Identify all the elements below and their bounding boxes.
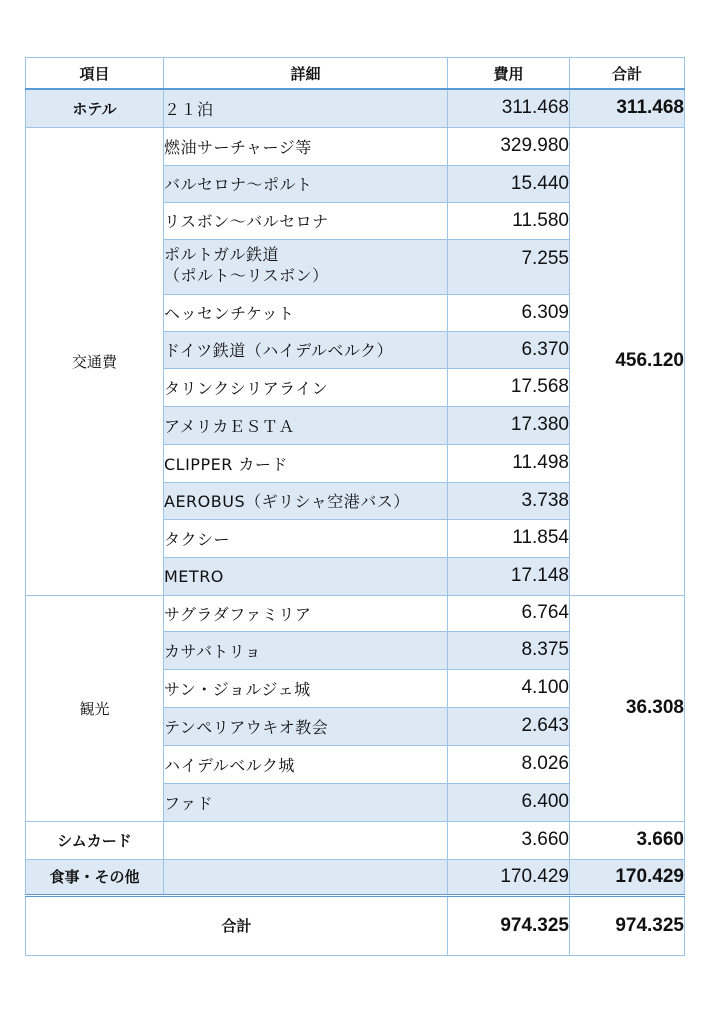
food-total: 170.429: [570, 859, 685, 895]
transport-detail: アメリカＥＳＴＡ: [164, 406, 448, 444]
header-item: 項目: [26, 58, 164, 90]
grand-total-row: [26, 895, 685, 955]
grand-total-cost: 974.325: [448, 895, 570, 955]
transport-detail: バルセロナ～ポルト: [164, 165, 448, 202]
sim-row: [26, 821, 685, 859]
transport-cost: 15.440: [448, 165, 570, 202]
sim-total: 3.660: [570, 821, 685, 859]
sightseeing-cost: 8.026: [448, 745, 570, 783]
transport-detail: ドイツ鉄道（ハイデルベルク）: [164, 331, 448, 368]
sightseeing-cost: 2.643: [448, 707, 570, 745]
transport-detail: [164, 239, 448, 294]
transport-detail: CLIPPER カード: [164, 444, 448, 482]
transport-detail: リスボン～バルセロナ: [164, 202, 448, 239]
sim-detail: [164, 821, 448, 859]
header-detail: 詳細: [164, 58, 448, 90]
transport-detail-line2: （ポルト～リスボン）: [164, 265, 329, 285]
sightseeing-cost: 6.400: [448, 783, 570, 821]
transport-detail: 燃油サーチャージ等: [164, 127, 448, 165]
hotel-row: [26, 89, 685, 127]
sightseeing-cost: 6.764: [448, 595, 570, 631]
transport-cost: 17.568: [448, 368, 570, 406]
transport-detail: タリンクシリアライン: [164, 368, 448, 406]
sim-category: シムカード: [26, 821, 164, 859]
food-category: 食事・その他: [26, 859, 164, 895]
sightseeing-detail: ファド: [164, 783, 448, 821]
transport-cost: 11.498: [448, 444, 570, 482]
food-row: [26, 859, 685, 895]
expense-table: [25, 57, 685, 956]
transport-cost: 6.309: [448, 294, 570, 331]
header-cost: 費用: [448, 58, 570, 90]
transport-detail: METRO: [164, 557, 448, 595]
sightseeing-detail: サン・ジョルジェ城: [164, 669, 448, 707]
food-detail: [164, 859, 448, 895]
transport-category: 交通費: [26, 127, 164, 595]
sightseeing-detail: ハイデルベルク城: [164, 745, 448, 783]
transport-detail: タクシー: [164, 519, 448, 557]
transport-cost: 11.580: [448, 202, 570, 239]
food-cost: 170.429: [448, 859, 570, 895]
transport-cost: 11.854: [448, 519, 570, 557]
header-total: 合計: [570, 58, 685, 90]
transport-total: 456.120: [570, 127, 685, 595]
transport-row: [26, 127, 685, 165]
header-row: [26, 58, 685, 90]
grand-total-label: 合計: [26, 895, 448, 955]
sightseeing-detail: カサバトリョ: [164, 631, 448, 669]
sightseeing-cost: 8.375: [448, 631, 570, 669]
transport-cost: 3.738: [448, 482, 570, 519]
transport-detail: AEROBUS（ギリシャ空港バス）: [164, 482, 448, 519]
transport-cost: 6.370: [448, 331, 570, 368]
sightseeing-detail: テンペリアウキオ教会: [164, 707, 448, 745]
transport-cost: 17.148: [448, 557, 570, 595]
sightseeing-total: 36.308: [570, 595, 685, 821]
transport-cost: 7.255: [448, 239, 570, 294]
sightseeing-cost: 4.100: [448, 669, 570, 707]
sim-cost: 3.660: [448, 821, 570, 859]
hotel-category: ホテル: [26, 89, 164, 127]
transport-detail-line1: ポルトガル鉄道: [164, 244, 280, 264]
sightseeing-row: [26, 595, 685, 631]
hotel-cost: 311.468: [448, 89, 570, 127]
sightseeing-detail: サグラダファミリア: [164, 595, 448, 631]
hotel-total: 311.468: [570, 89, 685, 127]
transport-detail: ヘッセンチケット: [164, 294, 448, 331]
sightseeing-category: 観光: [26, 595, 164, 821]
grand-total-sum: 974.325: [570, 895, 685, 955]
transport-cost: 329.980: [448, 127, 570, 165]
hotel-detail: ２１泊: [164, 89, 448, 127]
transport-cost: 17.380: [448, 406, 570, 444]
